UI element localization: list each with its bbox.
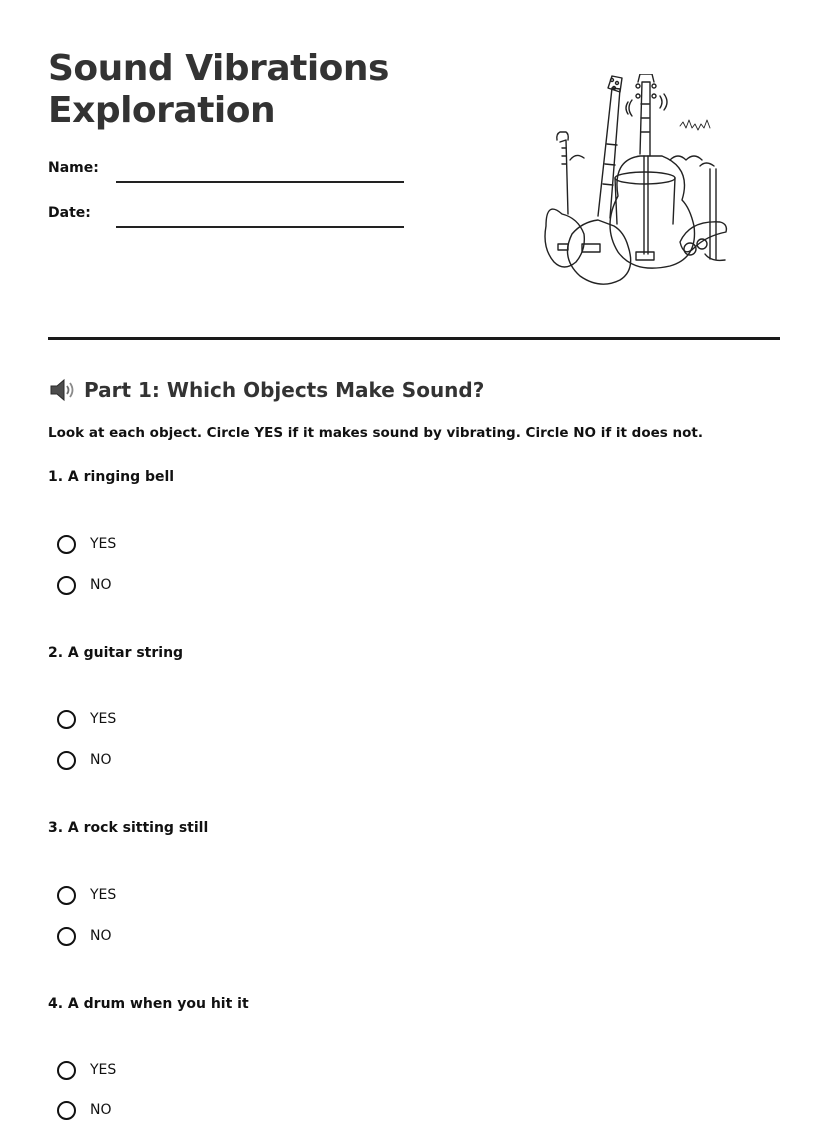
part-1-heading (48, 375, 484, 405)
question-4-option-no[interactable] (57, 1097, 112, 1123)
option-label: YES (90, 887, 117, 903)
option-label: YES (90, 536, 117, 552)
question-2-option-no[interactable] (57, 747, 112, 773)
question-2-option-yes[interactable] (57, 706, 116, 732)
title-line-2: Exploration (48, 90, 276, 131)
option-label: NO (90, 577, 112, 593)
radio-circle[interactable] (57, 1061, 76, 1080)
question-4: 4. A drum when you hit it (48, 996, 249, 1012)
question-2: 2. A guitar string (48, 645, 184, 661)
worksheet-title (48, 48, 468, 132)
option-label: NO (90, 928, 112, 944)
option-label: YES (90, 1062, 117, 1078)
title-line-1: Sound Vibrations (48, 48, 389, 89)
speaker-icon (48, 377, 76, 403)
name-field[interactable] (48, 160, 408, 184)
option-label: NO (90, 752, 112, 768)
section-divider (48, 337, 780, 340)
question-3-option-yes[interactable] (57, 882, 116, 908)
question-1-option-no[interactable] (57, 572, 112, 598)
radio-circle[interactable] (57, 886, 76, 905)
date-write-line[interactable] (116, 226, 404, 228)
radio-circle[interactable] (57, 710, 76, 729)
instructions: Look at each object. Circle YES if it makes sound by vibrating. Circle NO if it does not. (48, 425, 703, 441)
option-label: YES (90, 711, 117, 727)
option-label: NO (90, 1102, 112, 1118)
radio-circle[interactable] (57, 576, 76, 595)
date-label: Date: (48, 205, 91, 221)
name-write-line[interactable] (116, 181, 404, 183)
musical-instruments-illustration (540, 74, 740, 292)
radio-circle[interactable] (57, 1101, 76, 1120)
question-1-option-yes[interactable] (57, 531, 116, 557)
question-4-option-yes[interactable] (57, 1057, 116, 1083)
question-1: 1. A ringing bell (48, 469, 175, 485)
question-3: 3. A rock sitting still (48, 820, 209, 836)
question-3-option-no[interactable] (57, 923, 112, 949)
date-field[interactable] (48, 205, 408, 229)
radio-circle[interactable] (57, 751, 76, 770)
part-1-heading-text: Part 1: Which Objects Make Sound? (84, 378, 485, 402)
name-label: Name: (48, 160, 99, 176)
radio-circle[interactable] (57, 535, 76, 554)
radio-circle[interactable] (57, 927, 76, 946)
